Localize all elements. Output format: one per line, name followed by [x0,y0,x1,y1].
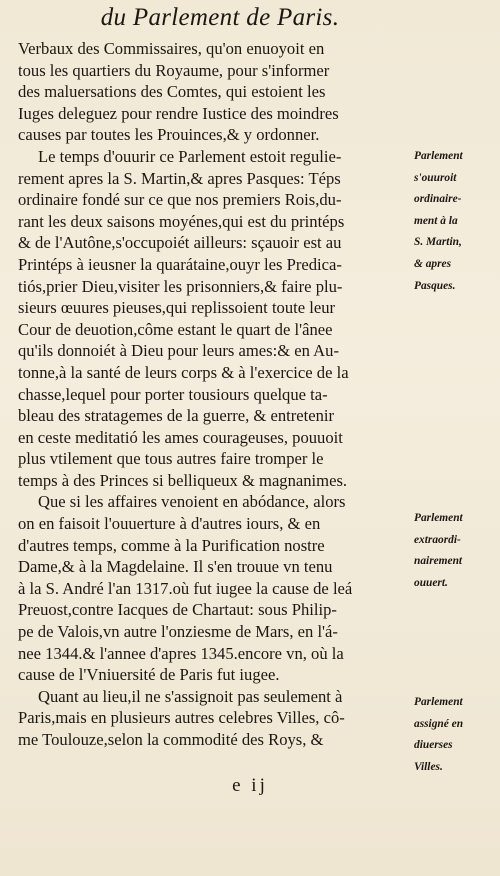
text-line: Le temps d'ouurir ce Parlement estoit regulie- [38,146,342,166]
margin-note-line: assigné en [414,717,464,730]
text-line: Verbaux des Commissaires, qu'on enuoyoit en [18,39,325,58]
text-line: & de l'Autône,s'occupoiét ailleurs: sçauoir est au [18,233,342,253]
text-line: temps à des Princes si belliqueux & magnanimes. [18,470,348,490]
margin-note-opening [414,146,500,297]
signature-mark: e ij [232,775,268,796]
margin-note-cities [414,692,500,778]
margin-note-line: diuerses [414,739,453,752]
text-line: des maluersations des Comtes, qui estoient les [18,82,326,102]
text-line: Dame,& à la Magdelaine. Il s'en trouue vn tenu [18,557,333,577]
margin-note-line: nairement [414,555,463,568]
text-line: Quant au lieu,il ne s'assignoit pas seulement à [38,686,343,706]
text-line: tous les quartiers du Royaume, pour s'informer [18,60,330,80]
text-line: on en faisoit l'ouuerture à d'autres iours, & en [18,514,321,534]
margin-note-line: s'ouuroit [414,171,457,184]
text-line: qu'ils donnoiét à Dieu pour leurs ames:& en Au- [18,341,339,361]
margin-note-line: Parlement [414,150,463,162]
text-line: tiós,prier Dieu,visiter les prisonniers,& faire plu- [18,276,343,296]
margin-note-line: S. Martin, [414,236,462,249]
margin-note-line: Pasques. [414,279,456,292]
text-line: pe de Valois,vn autre l'onziesme de Mars, en l'á- [18,622,338,642]
text-line: causes par toutes les Prouinces,& y ordonner. [18,125,320,145]
margin-note-line: ment à la [414,214,458,227]
margin-note-line: Villes. [414,760,443,773]
main-text [18,38,410,751]
text-line: nee 1344.& l'annee d'apres 1345.encore vn, où la [18,643,344,663]
margin-note-line: Parlement [414,696,463,708]
margin-note-line: extraordi- [414,533,461,546]
text-line: en ceste meditatió les ames courageuses, pouuoit [18,427,343,447]
text-line: bleau des stratagemes de la guerre, & entretenir [18,406,335,426]
text-line: me Toulouze,selon la commodité des Roys, & [18,730,324,749]
margin-note-line: Parlement [414,512,463,524]
text-line: Que si les affaires venoient en abódance, alors [38,492,346,512]
text-line: rant les deux saisons moyénes,qui est du printéps [18,211,345,231]
text-line: à la S. André l'an 1317.où fut iugee la cause de leá [18,578,353,598]
text-line: tonne,à la santé de leurs corps & à l'exercice de la [18,362,349,382]
text-line: Cour de deuotion,côme estant le quart de l'ânee [18,319,333,339]
text-line: Paris,mais en plusieurs autres celebres Villes, cô- [18,708,345,728]
margin-note-line: ordinaire- [414,193,462,206]
text-line: Preuost,contre Iacques de Chartaut: sous Philip- [18,600,337,620]
margin-note-line: & apres [414,257,452,270]
text-line: Iuges deleguez pour rendre Iustice des moindres [18,103,339,123]
running-header: du Parlement de Paris. [100,4,340,31]
text-line: d'autres temps, comme à la Purification nostre [18,535,325,555]
text-line: plus vtilement que tous autres faire tromper le [18,449,324,469]
text-line: cause de l'Vniuersité de Paris fut iugee. [18,665,280,685]
text-line: ordinaire fondé sur ce que nos premiers Rois,du- [18,190,342,210]
margin-note-extraordinary [414,508,500,594]
text-line: sieurs œuures pieuses,qui replissoient toute leur [18,298,336,318]
text-line: Printéps à ieusner la quarátaine,ouyr les Predica- [18,254,342,274]
text-line: rement apres la S. Martin,& apres Pasques: Téps [18,168,341,188]
text-line: chasse,lequel pour porter tousiours quelque ta- [18,384,328,404]
margin-note-line: ouuert. [414,576,448,589]
